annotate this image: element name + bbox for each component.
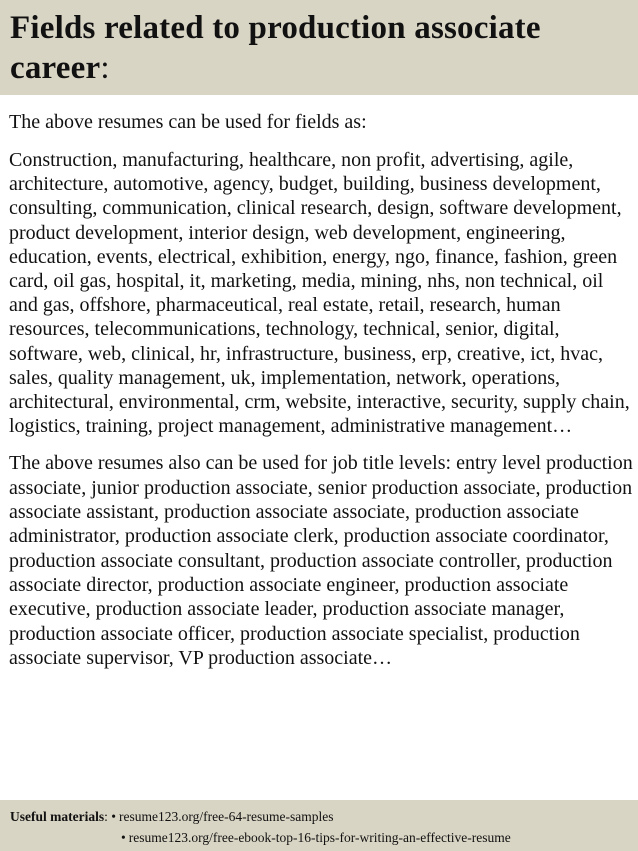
job-levels-text: The above resumes also can be used for job title levels: entry level production associate, junior production associate, senior production associate, production associate assistant, production associate associate, production associate administrator, production associate clerk, production associate coordinator, production associate consultant, production associate controller, production associate director, production associate engineer, production associate executive, production associate leader, production associate manager, production associate officer, production associate specialist, production associate supervisor, VP production associate…	[9, 452, 633, 669]
useful-materials-label: Useful materials	[10, 809, 105, 824]
page-footer	[0, 800, 638, 851]
page-header	[0, 0, 638, 95]
page-title	[10, 8, 628, 88]
intro-text: The above resumes can be used for fields as:	[9, 111, 367, 133]
bullet-icon: •	[121, 830, 126, 845]
footer-row-1	[10, 806, 628, 827]
main-content	[9, 110, 633, 670]
footer-link-ebook-tips[interactable]: resume123.org/free-ebook-top-16-tips-for-writing-an-effective-resume	[128, 830, 511, 845]
bullet-icon: •	[111, 809, 116, 824]
fields-list-text: Construction, manufacturing, healthcare, non profit, advertising, agile, architecture, automotive, agency, budget, building, business development, consulting, communication, clinical research, design, software development, product development, interior design, web development, engineering, education, events, electrical, exhibition, energy, ngo, finance, fashion, green card, oil gas, hospital, it, marketing, media, mining, nhs, non technical, oil and gas, offshore, pharmaceutical, real estate, retail, research, human resources, telecommunications, technology, technical, senior, digital, software, web, clinical, hr, infrastructure, business, erp, creative, ict, hvac, sales, quality management, uk, implementation, network, operations, architectural, environmental, crm, website, interactive, security, supply chain, logistics, training, project management, administrative management…	[9, 149, 630, 438]
footer-link-resume-samples[interactable]: resume123.org/free-64-resume-samples	[118, 809, 334, 824]
page-title-text: Fields related to production associate career	[10, 10, 541, 86]
footer-row-2	[10, 827, 628, 848]
footer-label-separator: :	[104, 809, 112, 824]
page-title-colon: :	[100, 50, 110, 86]
